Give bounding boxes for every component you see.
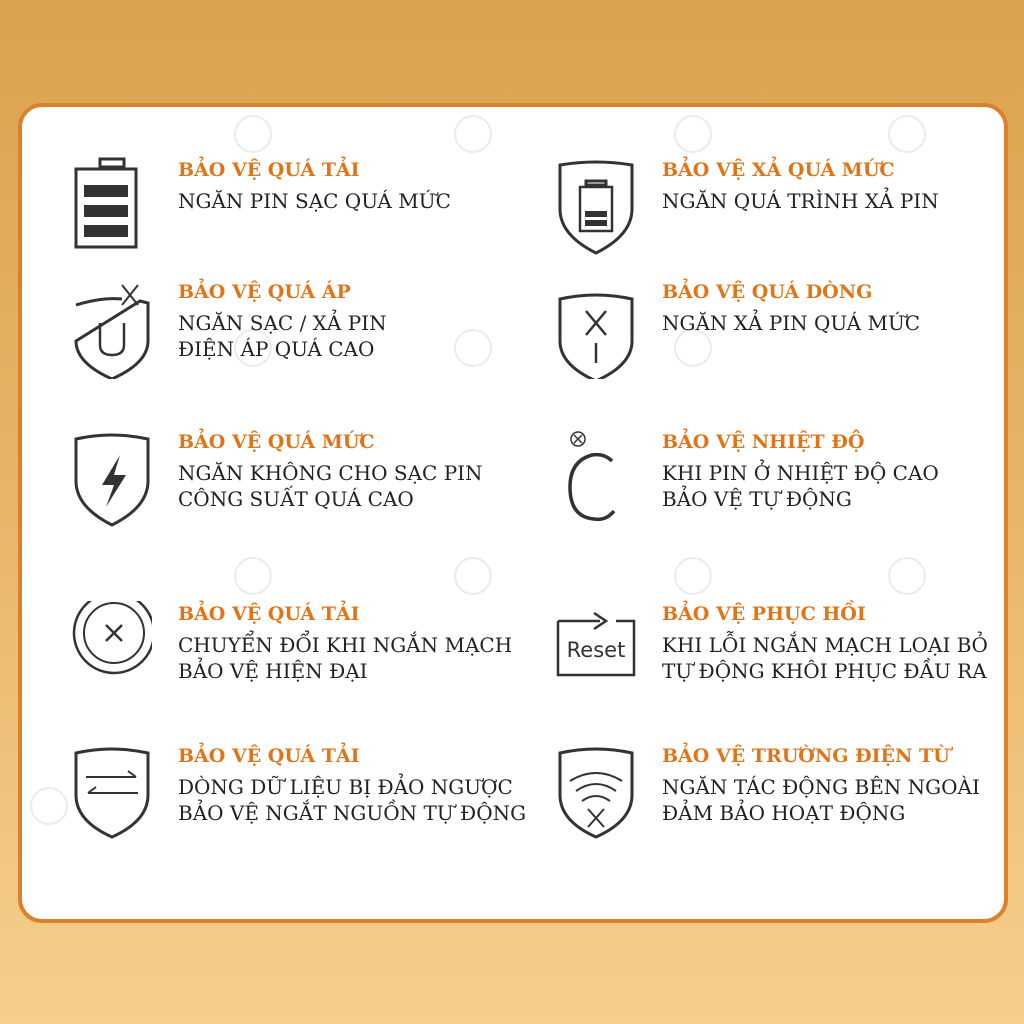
- watermark-logo-icon: [674, 115, 712, 153]
- feature-item: [556, 279, 1008, 389]
- feature-title: BẢO VỆ XẢ QUÁ MỨC: [662, 159, 895, 181]
- feature-description: NGĂN PIN SẠC QUÁ MỨC: [178, 189, 451, 213]
- feature-title: BẢO VỆ QUÁ TẢI: [178, 745, 360, 767]
- feature-description: KHI LỖI NGẮN MẠCH LOẠI BỎ TỰ ĐỘNG KHÔI PHỤC ĐẦU RA: [662, 633, 988, 683]
- shield-voltage-icon: [72, 279, 152, 379]
- feature-title: BẢO VỆ QUÁ TẢI: [178, 603, 360, 625]
- watermark-logo-icon: [234, 115, 272, 153]
- feature-item: [556, 429, 1008, 539]
- temperature-celsius-icon: [556, 429, 636, 529]
- feature-title: BẢO VỆ QUÁ MỨC: [178, 431, 375, 453]
- feature-item: [72, 429, 552, 539]
- watermark-logo-icon: [234, 557, 272, 595]
- feature-item: [556, 601, 1008, 711]
- feature-description: NGĂN QUÁ TRÌNH XẢ PIN: [662, 189, 939, 213]
- shield-lightning-icon: [72, 429, 152, 529]
- feature-title: BẢO VỆ NHIỆT ĐỘ: [662, 431, 865, 453]
- feature-item: [72, 157, 552, 267]
- watermark-logo-icon: [454, 557, 492, 595]
- feature-title: BẢO VỆ QUÁ DÒNG: [662, 281, 873, 303]
- feature-description: KHI PIN Ở NHIỆT ĐỘ CAO BẢO VỆ TỰ ĐỘNG: [662, 461, 939, 511]
- feature-title: BẢO VỆ QUÁ TẢI: [178, 159, 360, 181]
- feature-description: NGĂN XẢ PIN QUÁ MỨC: [662, 311, 921, 335]
- feature-item: [556, 743, 1008, 853]
- watermark-logo-icon: [674, 557, 712, 595]
- feature-description: NGĂN KHÔNG CHO SẠC PIN CÔNG SUẤT QUÁ CAO: [178, 461, 483, 511]
- feature-card: [18, 103, 1008, 923]
- reset-icon: [556, 601, 636, 701]
- watermark-logo-icon: [888, 557, 926, 595]
- watermark-logo-icon: [454, 115, 492, 153]
- feature-description: NGĂN SẠC / XẢ PIN ĐIỆN ÁP QUÁ CAO: [178, 311, 387, 361]
- shield-arrows-icon: [72, 743, 152, 843]
- feature-description: NGĂN TÁC ĐỘNG BÊN NGOÀI ĐẢM BẢO HOẠT ĐỘNG: [662, 775, 980, 825]
- feature-item: [72, 279, 552, 389]
- shield-current-icon: [556, 279, 636, 379]
- feature-title: BẢO VỆ QUÁ ÁP: [178, 281, 351, 303]
- feature-description: CHUYỂN ĐỔI KHI NGẮN MẠCH BẢO VỆ HIỆN ĐẠI: [178, 633, 513, 683]
- watermark-logo-icon: [888, 115, 926, 153]
- watermark-logo-icon: [30, 787, 68, 825]
- feature-title: BẢO VỆ PHỤC HỒI: [662, 603, 866, 625]
- circle-x-icon: [72, 601, 152, 701]
- feature-item: [72, 743, 552, 853]
- battery-full-icon: [72, 157, 152, 257]
- shield-battery-low-icon: [556, 157, 636, 257]
- feature-item: [72, 601, 552, 711]
- feature-title: BẢO VỆ TRƯỜNG ĐIỆN TỪ: [662, 745, 950, 767]
- feature-item: [556, 157, 1008, 267]
- feature-description: DÒNG DỮ LIỆU BỊ ĐẢO NGƯỢC BẢO VỆ NGẮT NGUỒN TỰ ĐỘNG: [178, 775, 527, 825]
- shield-signal-icon: [556, 743, 636, 843]
- svg-text:Reset: Reset: [566, 638, 626, 662]
